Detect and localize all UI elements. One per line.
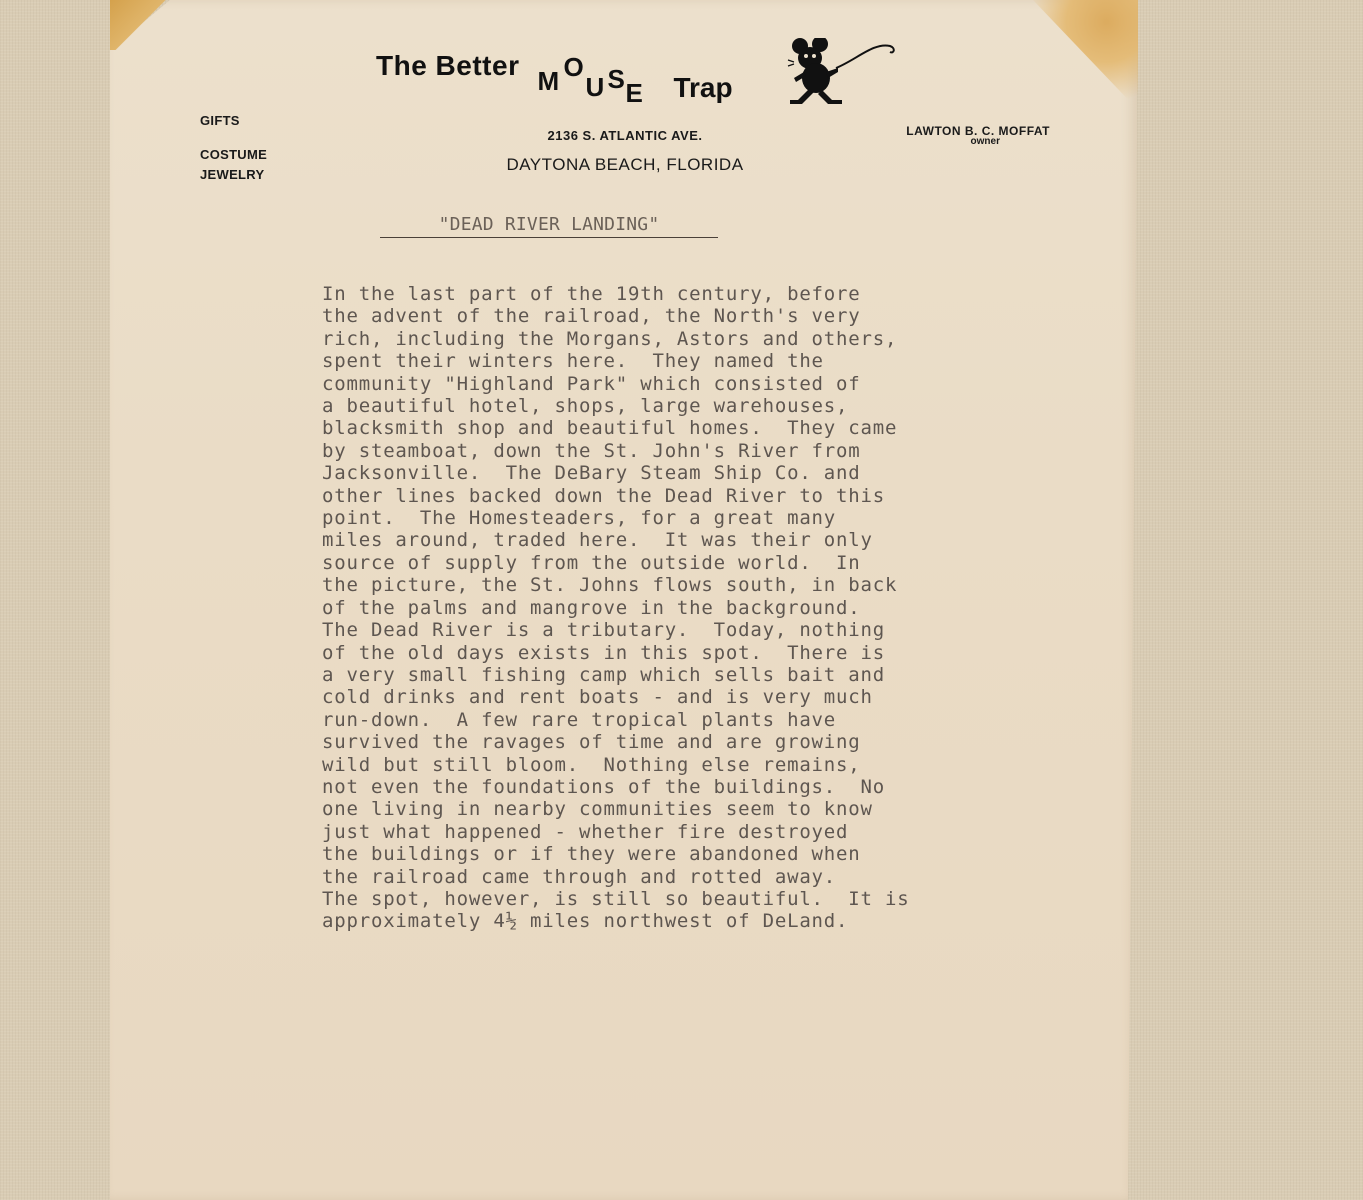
document-body: [322, 283, 1022, 933]
body-line: a beautiful hotel, shops, large warehouses,: [322, 395, 849, 418]
running-mouse-icon: [786, 38, 898, 110]
body-line: point. The Homesteaders, for a great many: [322, 507, 837, 530]
body-line: one living in nearby communities seem to know: [322, 798, 873, 821]
body-line: the picture, the St. Johns flows south, in back: [322, 574, 898, 597]
body-line: source of supply from the outside world. In: [322, 551, 861, 574]
owner-role: owner: [970, 136, 1000, 147]
body-line: miles around, traded here. It was their only: [322, 529, 873, 552]
body-line: survived the ravages of time and are growing: [322, 731, 861, 754]
body-line: community "Highland Park" which consisted of: [322, 372, 861, 395]
body-line: cold drinks and rent boats - and is very much: [322, 686, 873, 709]
body-line: run-down. A few rare tropical plants have: [322, 708, 837, 731]
body-line: just what happened - whether fire destroyed: [322, 820, 849, 843]
owner-name: LAWTON B. C. MOFFAT: [906, 124, 1050, 138]
letterhead-title-mouse: [537, 48, 667, 108]
body-line: of the old days exists in this spot. There is: [322, 641, 885, 664]
store-categories: [200, 111, 267, 185]
letterhead-title: [376, 48, 733, 108]
mouse-letter-m: M: [537, 66, 560, 96]
category-gifts: GIFTS: [200, 113, 240, 128]
mouse-letter-s: S: [607, 64, 625, 94]
body-line: not even the foundations of the buildings. No: [322, 775, 885, 798]
mouse-letter-o: O: [563, 52, 584, 82]
body-line: The Dead River is a tributary. Today, nothing: [322, 619, 885, 642]
body-line: of the palms and mangrove in the background.: [322, 596, 861, 619]
category-costume: COSTUME: [200, 147, 268, 162]
body-line: spent their winters here. They named the: [322, 350, 824, 373]
body-line: a very small fishing camp which sells bait and: [322, 663, 885, 686]
corner-stain: [110, 0, 170, 50]
letterhead-title-suffix: Trap: [673, 72, 733, 103]
body-line: the railroad came through and rotted away.: [322, 865, 837, 888]
body-line: In the last part of the 19th century, before: [322, 283, 861, 305]
letterhead-title-prefix: The Better: [376, 50, 520, 81]
mouse-letter-u: U: [585, 72, 605, 102]
body-line: The spot, however, is still so beautiful. It is: [322, 887, 910, 910]
body-line: Jacksonville. The DeBary Steam Ship Co. and: [322, 462, 861, 485]
mouse-letter-e: E: [625, 78, 643, 108]
body-line: wild but still bloom. Nothing else remains,: [322, 753, 861, 776]
body-line: blacksmith shop and beautiful homes. They came: [322, 417, 898, 440]
category-jewelry: JEWELRY: [200, 167, 265, 182]
body-line: by steamboat, down the St. John's River from: [322, 439, 861, 462]
address-street: 2136 S. ATLANTIC AVE.: [547, 128, 703, 143]
store-address: [470, 128, 780, 175]
body-line: the advent of the railroad, the North's very: [322, 305, 861, 328]
address-city: DAYTONA BEACH, FLORIDA: [506, 155, 744, 174]
body-line: the buildings or if they were abandoned when: [322, 843, 861, 866]
body-line: rich, including the Morgans, Astors and others,: [322, 327, 898, 350]
owner-block: [880, 124, 1050, 147]
body-line: other lines backed down the Dead River to this: [322, 484, 885, 507]
body-line: approximately 4½ miles northwest of DeLand.: [322, 910, 849, 933]
document-title: "DEAD RIVER LANDING": [380, 214, 718, 238]
